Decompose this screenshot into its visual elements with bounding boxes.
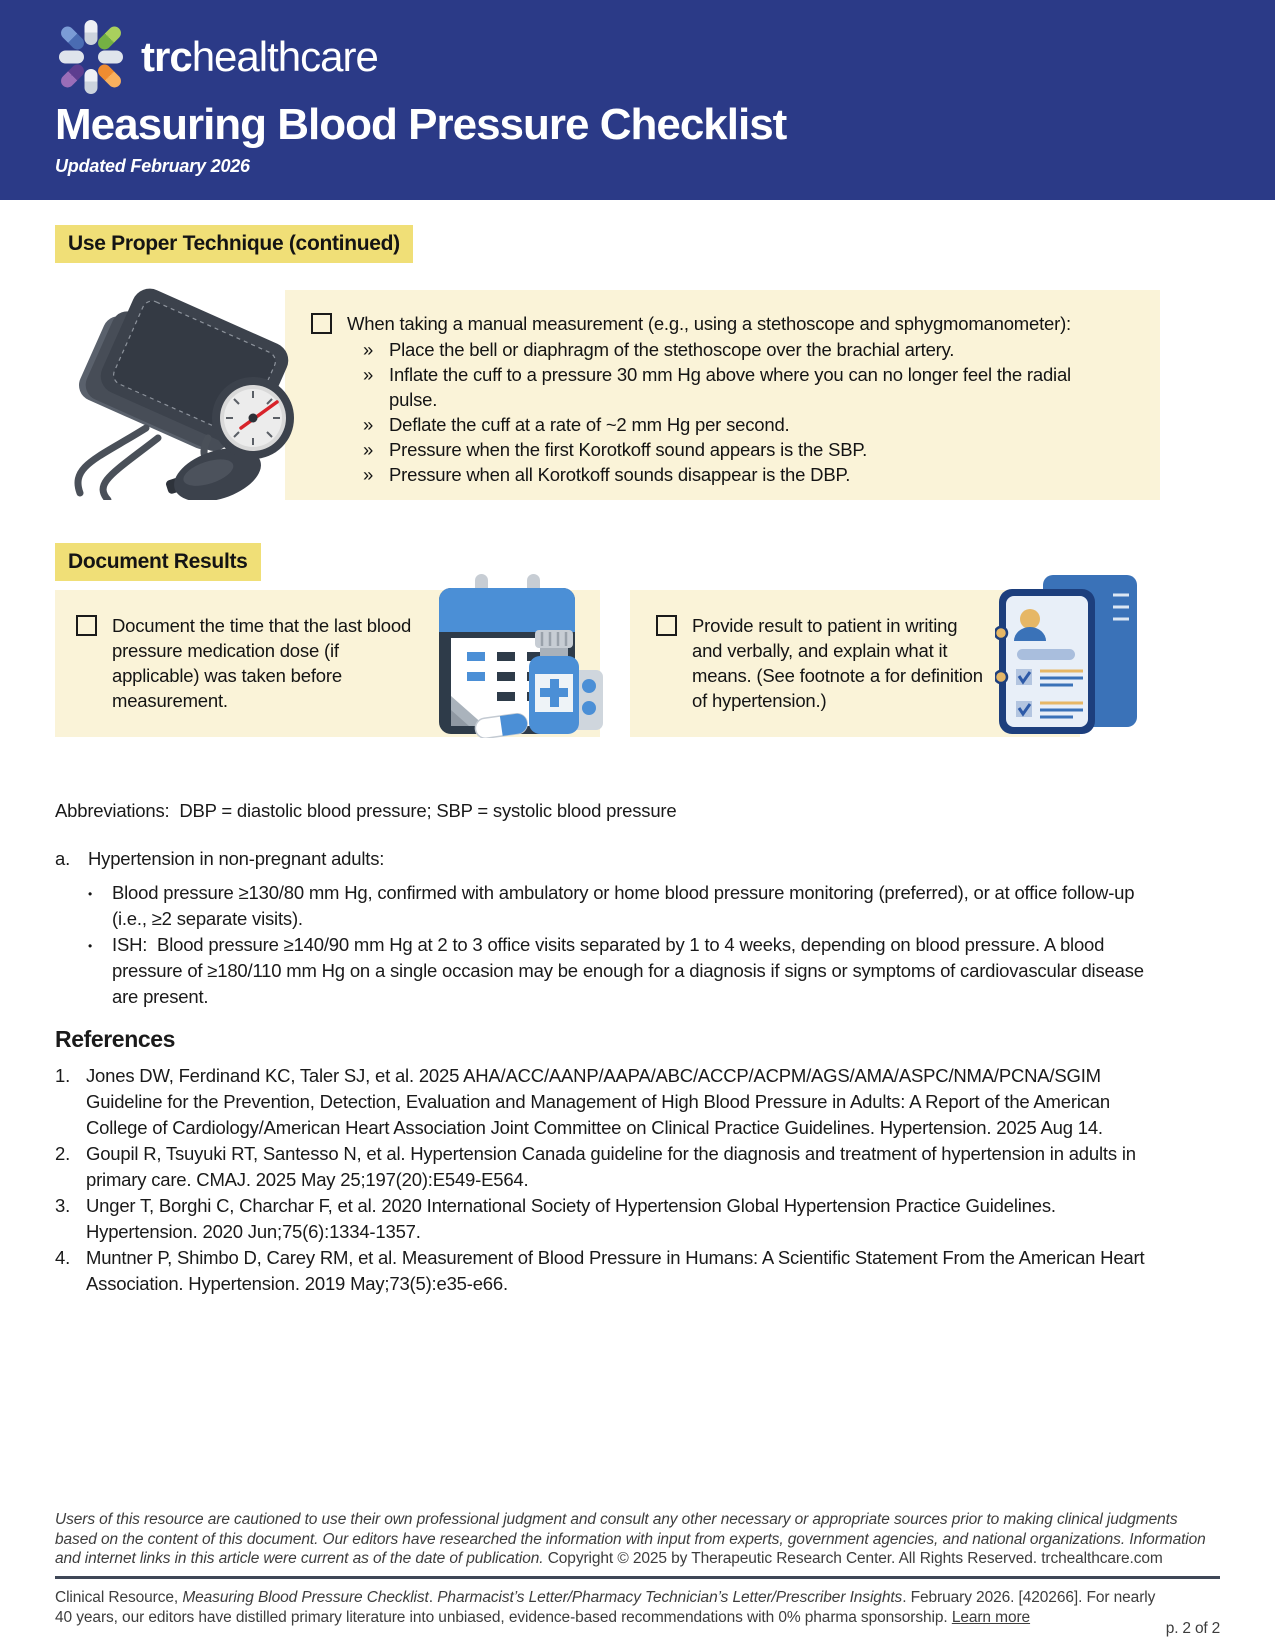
sub-item-text: Pressure when all Korotkoff sounds disappear is the DBP. <box>389 464 851 485</box>
technique-item-text: When taking a manual measurement (e.g., using a stethoscope and sphygmomanometer): <box>347 313 1071 334</box>
bullet-dot: • <box>88 887 93 901</box>
brand-name-bold: trc <box>141 33 192 80</box>
footnote-bullet <box>88 880 1173 932</box>
technique-sub-item <box>363 412 1141 437</box>
reference-item <box>55 1141 1185 1193</box>
reference-number: 4. <box>55 1247 71 1268</box>
reference-item <box>55 1245 1185 1297</box>
reference-text: Goupil R, Tsuyuki RT, Santesso N, et al. Hypertension Canada guideline for the diagnosis and treatment of hypertension in adults in primary care. CMAJ. 2025 May 25;197(20):E549-E564. <box>86 1143 1136 1190</box>
reference-number: 1. <box>55 1065 71 1086</box>
footnote-intro-text: Hypertension in non-pregnant adults: <box>88 848 385 869</box>
reference-text: Unger T, Borghi C, Charchar F, et al. 2020 International Society of Hypertension Global Hypertension Practice Guidelines. Hypertension. 2020 Jun;75(6):1334-1357. <box>86 1195 1056 1242</box>
citation-title: Measuring Blood Pressure Checklist <box>182 1589 429 1606</box>
copyright-text: Copyright © 2025 by Therapeutic Research Center. All Rights Reserved. trchealthcare.com <box>547 1550 1163 1567</box>
page-number: p. 2 of 2 <box>1165 1620 1220 1637</box>
technique-sub-item <box>363 337 1141 362</box>
reference-number: 3. <box>55 1195 71 1216</box>
reference-text: Jones DW, Ferdinand KC, Taler SJ, et al. 2025 AHA/ACC/AANP/AAPA/ABC/ACCP/ACPM/AGS/AMA/ASPC/NMA/PCNA/SGIM Guideline for the Prevention, Detection, Evaluation and Management of High Blood Pressure in Adults: A Report of the American College of Cardiology/American Heart Association Joint Committee on Clinical Practice Guidelines. Hypertension. 2025 Aug 14. <box>86 1065 1110 1138</box>
technique-sub-item <box>363 362 1141 412</box>
document-time-text: Document the time that the last blood pressure medication dose (if applicable) was taken before measurement. <box>112 615 412 711</box>
trc-pill-flower-icon <box>55 18 127 96</box>
citation-sep: . <box>428 1589 438 1606</box>
header-band <box>0 0 1275 200</box>
bullet-dot: • <box>88 939 93 953</box>
technique-sub-list <box>363 337 1141 487</box>
learn-more-link[interactable]: Learn more <box>951 1608 1031 1626</box>
chevron-bullet: » <box>363 414 374 435</box>
footer-divider <box>55 1576 1220 1579</box>
sub-item-text: Place the bell or diaphragm of the stethoscope over the brachial artery. <box>389 339 955 360</box>
chevron-bullet: » <box>363 364 374 385</box>
abbreviations-line: Abbreviations: DBP = diastolic blood pressure; SBP = systolic blood pressure <box>55 800 677 821</box>
footer-disclaimer <box>55 1510 1222 1569</box>
footnote-bullet <box>88 932 1173 1010</box>
brand-name <box>141 33 378 81</box>
reference-text: Muntner P, Shimbo D, Carey RM, et al. Measurement of Blood Pressure in Humans: A Scientific Statement From the American Heart Association. Hypertension. 2019 May;73(5):e35-e66. <box>86 1247 1145 1294</box>
footnote-a <box>55 846 1220 871</box>
footnote-bullet-list <box>88 880 1173 1010</box>
brand-logo <box>55 17 395 97</box>
patient-record-illustration <box>995 575 1137 734</box>
provide-result-checkbox[interactable] <box>656 615 677 636</box>
citation-prefix: Clinical Resource, <box>55 1589 183 1606</box>
technique-checkbox[interactable] <box>311 313 332 334</box>
references-heading: References <box>55 1026 176 1052</box>
footnote-bullet-text: ISH: Blood pressure ≥140/90 mm Hg at 2 to 3 office visits separated by 1 to 4 weeks, depending on blood pressure. A blood pressure of ≥180/110 mm Hg on a single occasion may be enough for a diagnosis if signs or symptoms of cardiovascular disease are present. <box>112 934 1149 1007</box>
chevron-bullet: » <box>363 339 374 360</box>
page-title: Measuring Blood Pressure Checklist <box>55 100 787 149</box>
provide-result-text: Provide result to patient in writing and verbally, and explain what it means. (See footnote a for definition of hypertension.) <box>692 615 983 711</box>
calendar-medication-illustration <box>423 572 605 738</box>
citation-rest: . February 2026. [420266]. For nearly 40 years, our editors have distilled primary literature into unbiased, evidence-based recommendations with 0% pharma sponsorship. <box>55 1589 1156 1626</box>
footnote-label: a. <box>55 848 71 869</box>
document-time-checkbox[interactable] <box>76 615 97 636</box>
brand-name-light: healthcare <box>191 33 378 80</box>
citation-journal: Pharmacist’s Letter/Pharmacy Technician’s Letter/Prescriber Insights <box>437 1589 903 1606</box>
footer-citation <box>55 1588 1165 1627</box>
section-heading-results: Document Results <box>55 543 261 581</box>
technique-sub-item <box>363 462 1141 487</box>
chevron-bullet: » <box>363 439 374 460</box>
reference-item <box>55 1063 1185 1141</box>
footnote-bullet-text: Blood pressure ≥130/80 mm Hg, confirmed with ambulatory or home blood pressure monitoring (preferred), or at office follow-up (i.e., ≥2 separate visits). <box>112 882 1140 929</box>
section-heading-technique: Use Proper Technique (continued) <box>55 225 413 263</box>
sub-item-text: Deflate the cuff at a rate of ~2 mm Hg per second. <box>389 414 790 435</box>
reference-item <box>55 1193 1185 1245</box>
sub-item-text: Inflate the cuff to a pressure 30 mm Hg above where you can no longer feel the radial pulse. <box>389 364 1071 410</box>
technique-sub-item <box>363 437 1141 462</box>
disclaimer-italic-text: Users of this resource are cautioned to use their own professional judgment and consult any other necessary or appropriate sources prior to making clinical judgments based on the content of this document. Our editors have researched the information with input from experts, government agencies, and national organizations. Information and internet links in this article were current as of the date of publication. <box>55 1511 1206 1567</box>
references-list <box>55 1063 1185 1297</box>
updated-date: Updated February 2026 <box>55 156 250 176</box>
blood-pressure-cuff-illustration <box>58 288 310 500</box>
reference-number: 2. <box>55 1143 71 1164</box>
sub-item-text: Pressure when the first Korotkoff sound appears is the SBP. <box>389 439 868 460</box>
chevron-bullet: » <box>363 464 374 485</box>
technique-panel <box>285 290 1160 500</box>
